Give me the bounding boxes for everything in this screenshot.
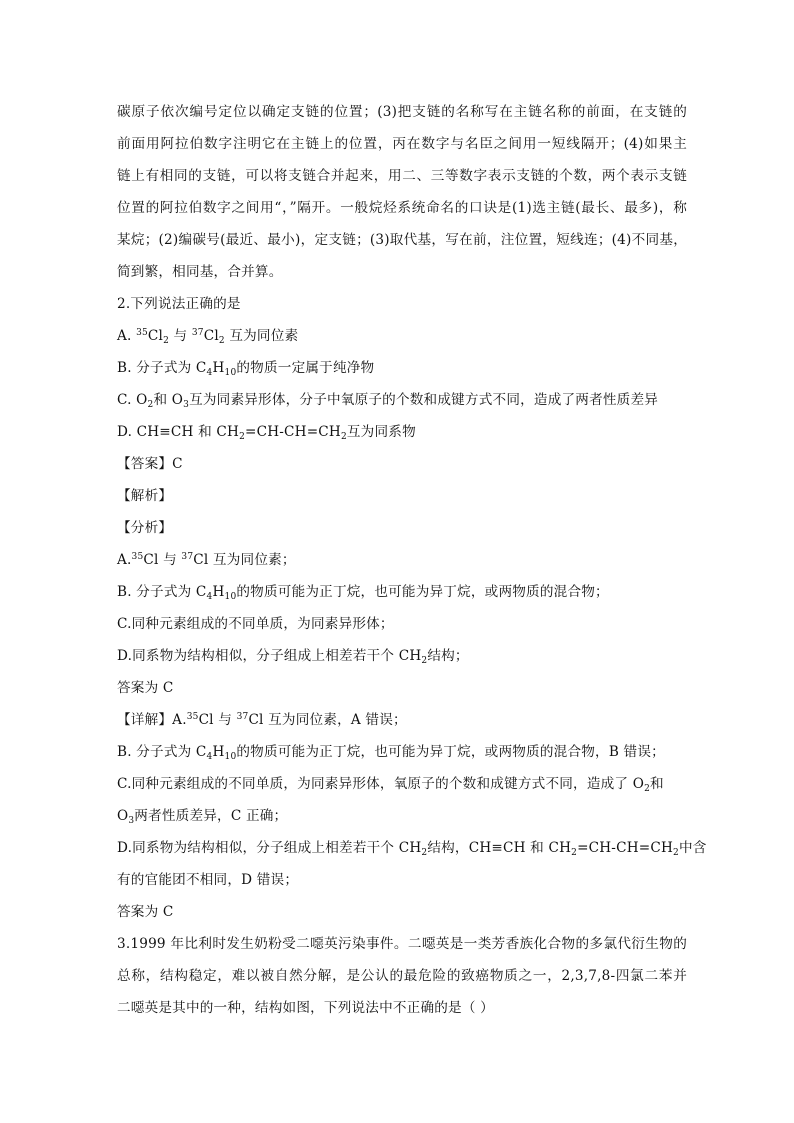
intro-line-1: 碳原子依次编号定位以确定支链的位置；(3)把支链的名称写在主链名称的前面，在支链的 [117,104,687,120]
detail-d-line-2: 有的官能团不相同，D 错误； [117,872,299,888]
detail-a: 【详解】A.$^{35}$Cl 与 $^{37}$Cl 互为同位素，A 错误； [117,712,407,728]
analysis-b: B. 分子式为 $C_4H_{10}$的物质可能为正丁烷，也可能为异丁烷，或两物质的混合物； [117,584,609,602]
intro-line-2: 前面用阿拉伯数字注明它在主链上的位置，丙在数字与名臣之间用一短线隔开；(4)如果主 [117,136,687,152]
answer-label: 【答案】C [117,456,183,472]
fenxi-label: 【分析】 [117,520,173,536]
detail-c-line-1: C.同种元素组成的不同单质，为同素异形体，氧原子的个数和成键方式不同，造成了 $O_2$和 [117,776,664,794]
intro-line-4: 位置的阿拉伯数字之间用“，”隔开。一般烷烃系统命名的口诀是(1)选主链(最长、最多)，称 [117,200,687,216]
intro-line-6: 简到繁，相同基，合并算。 [117,264,283,280]
option-a: A. $^{35}Cl_2$ 与 $^{37}Cl_2$ 互为同位素 [117,328,299,346]
answer-summary-1: 答案为 C [117,680,174,696]
intro-line-3: 链上有相同的支链，可以将支链合并起来，用二、三等数字表示支链的个数，两个表示支链 [117,168,687,184]
question-2-stem: 2.下列说法正确的是 [117,296,241,312]
option-c: C. $O_2$和 $O_3$互为同素异形体，分子中氧原子的个数和成键方式不同，造成了两者性质差异 [117,392,659,410]
question-3-line-1: 3.1999 年比利时发生奶粉受二噁英污染事件。二噁英是一类芳香族化合物的多氯代衍生物的 [117,936,687,952]
answer-summary-2: 答案为 C [117,904,174,920]
detail-d-line-1: D.同系物为结构相似，分子组成上相差若干个 $CH_2$结构，CH≡CH 和 $CH_2=CH-CH=CH_2$中含 [117,840,707,858]
question-3-line-3: 二噁英是其中的一种，结构如图，下列说法中不正确的是（ ） [117,1000,494,1016]
option-b: B. 分子式为 $C_4H_{10}$的物质一定属于纯净物 [117,360,375,378]
analysis-d: D.同系物为结构相似，分子组成上相差若干个 $CH_2$结构； [117,648,469,666]
detail-b: B. 分子式为 $C_4H_{10}$的物质可能为正丁烷，也可能为异丁烷，或两物质的混合物，B 错误； [117,744,665,762]
analysis-a: A.$^{35}$Cl 与 $^{37}$Cl 互为同位素； [117,552,296,568]
intro-line-5: 某烷；(2)编碳号(最近、最小)，定支链；(3)取代基，写在前，注位置，短线连；(4)不同基， [117,232,687,248]
detail-c-line-2: $O_3$两者性质差异，C 正确； [117,808,288,826]
analysis-label: 【解析】 [117,488,173,504]
option-d: D. CH≡CH 和 $CH_2=CH-CH=CH_2$互为同系物 [117,424,416,442]
analysis-c: C.同种元素组成的不同单质，为同素异形体； [117,616,394,632]
question-3-line-2: 总称，结构稳定，难以被自然分解，是公认的最危险的致癌物质之一，2,3,7,8-四氯二苯并 [117,968,687,984]
